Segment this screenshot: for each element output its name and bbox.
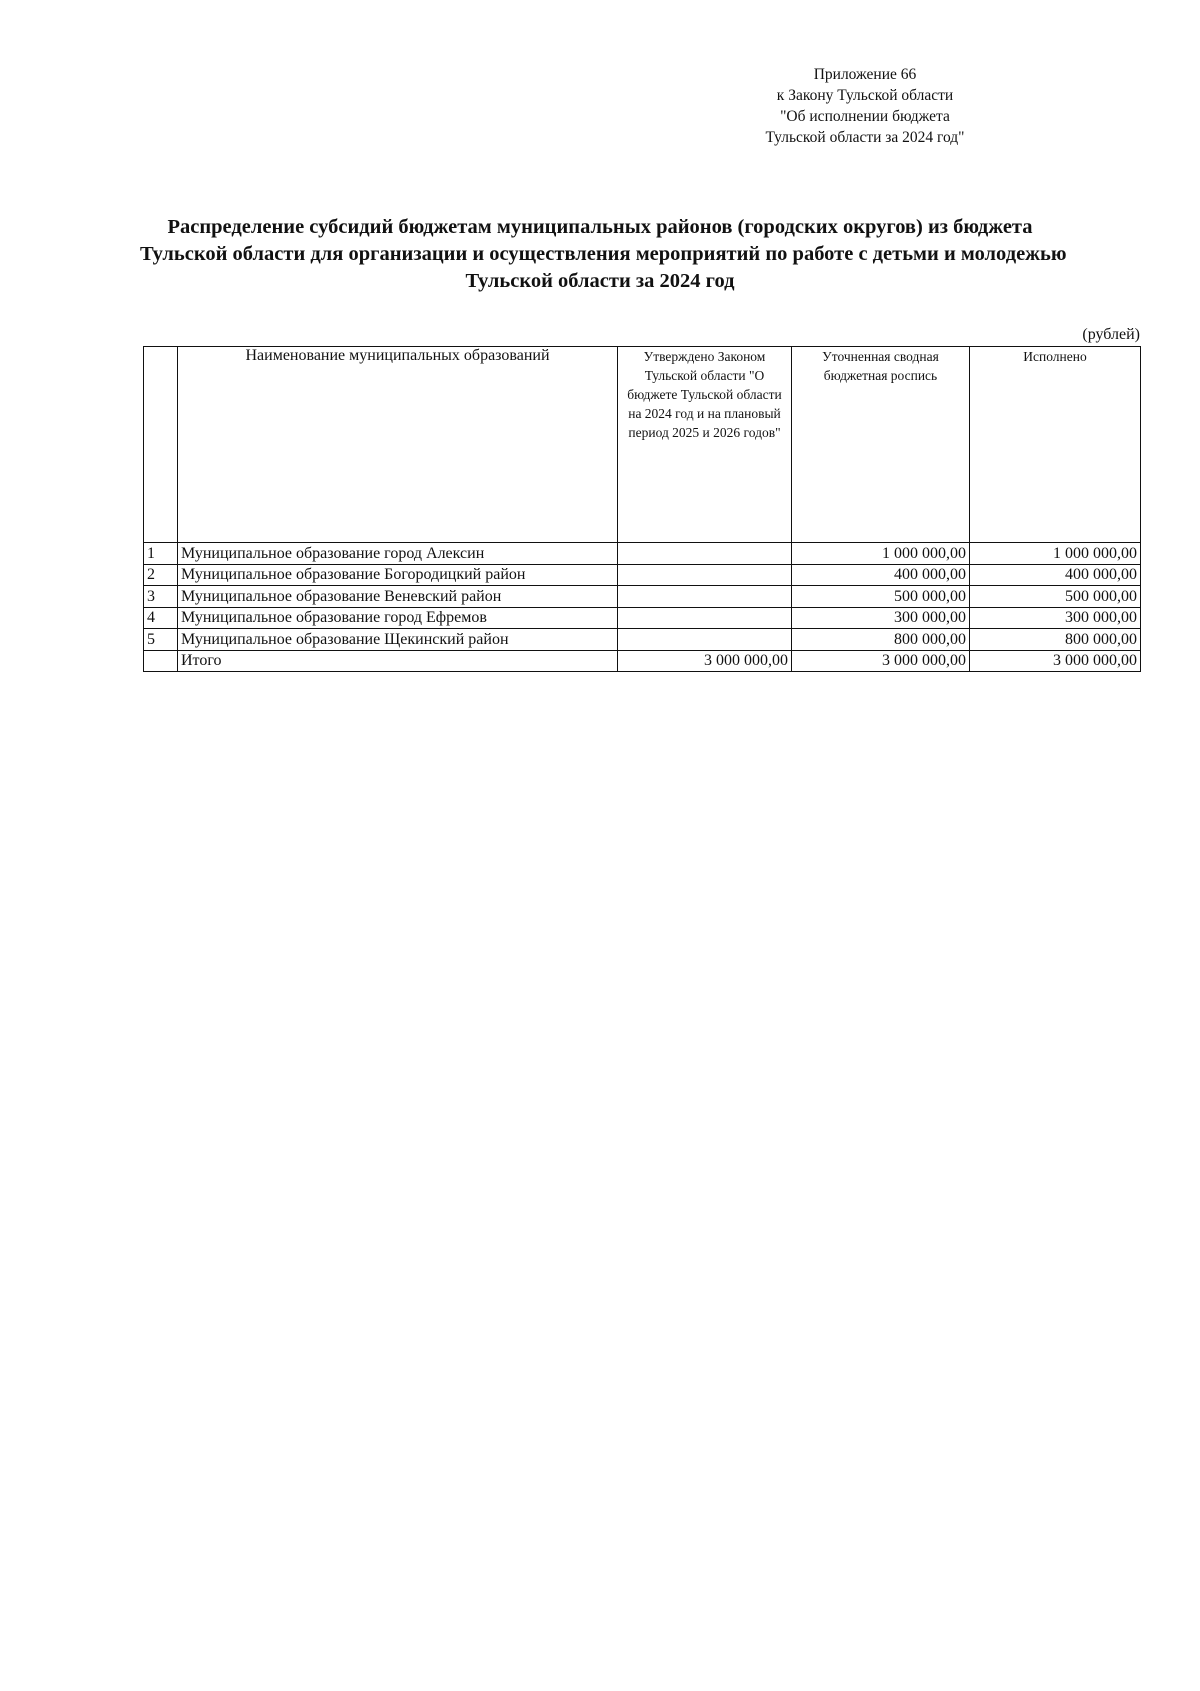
document-title	[140, 214, 1067, 295]
header-executed: Исполнено	[970, 347, 1141, 543]
row-executed: 500 000,00	[970, 586, 1141, 608]
row-approved	[618, 607, 792, 629]
row-refined: 1 000 000,00	[792, 543, 970, 565]
table-row	[144, 607, 1141, 629]
row-executed: 1 000 000,00	[970, 543, 1141, 565]
subsidy-table	[143, 346, 1141, 672]
appendix-reference	[740, 64, 990, 148]
appendix-line: Тульской области за 2024 год"	[765, 129, 965, 146]
row-refined: 800 000,00	[792, 629, 970, 651]
table-row	[144, 629, 1141, 651]
row-index: 4	[144, 607, 178, 629]
total-refined: 3 000 000,00	[792, 650, 970, 672]
row-index: 5	[144, 629, 178, 651]
row-index: 3	[144, 586, 178, 608]
header-approved: Утверждено Законом Тульской области "О бюджете Тульской области на 2024 год и на плановый период 2025 и 2026 годов"	[618, 347, 792, 543]
row-refined: 300 000,00	[792, 607, 970, 629]
row-executed: 800 000,00	[970, 629, 1141, 651]
title-line: Распределение субсидий бюджетам муниципальных районов (городских округов) из бюджета	[167, 216, 1033, 238]
row-executed: 300 000,00	[970, 607, 1141, 629]
row-index: 2	[144, 564, 178, 586]
row-name: Муниципальное образование Богородицкий район	[178, 564, 618, 586]
units-label: (рублей)	[1082, 326, 1140, 343]
row-index: 1	[144, 543, 178, 565]
header-refined: Уточненная сводная бюджетная роспись	[792, 347, 970, 543]
table-row	[144, 586, 1141, 608]
appendix-line: к Закону Тульской области	[776, 87, 954, 104]
header-index	[144, 347, 178, 543]
row-approved	[618, 543, 792, 565]
appendix-line: Приложение 66	[813, 66, 917, 83]
row-executed: 400 000,00	[970, 564, 1141, 586]
row-name: Муниципальное образование Щекинский район	[178, 629, 618, 651]
table-row	[144, 543, 1141, 565]
row-refined: 400 000,00	[792, 564, 970, 586]
row-refined: 500 000,00	[792, 586, 970, 608]
table-row	[144, 564, 1141, 586]
row-name: Муниципальное образование город Алексин	[178, 543, 618, 565]
table-total-row	[144, 650, 1141, 672]
header-name: Наименование муниципальных образований	[178, 347, 618, 543]
row-approved	[618, 629, 792, 651]
appendix-line: "Об исполнении бюджета	[780, 108, 950, 125]
title-line: Тульской области за 2024 год	[465, 270, 735, 292]
total-index	[144, 650, 178, 672]
row-approved	[618, 586, 792, 608]
title-line: Тульской области для организации и осуществления мероприятий по работе с детьми и молодежью	[140, 243, 1067, 265]
total-approved: 3 000 000,00	[618, 650, 792, 672]
total-executed: 3 000 000,00	[970, 650, 1141, 672]
row-approved	[618, 564, 792, 586]
table-header-row	[144, 347, 1141, 543]
total-label: Итого	[178, 650, 618, 672]
row-name: Муниципальное образование город Ефремов	[178, 607, 618, 629]
row-name: Муниципальное образование Веневский район	[178, 586, 618, 608]
